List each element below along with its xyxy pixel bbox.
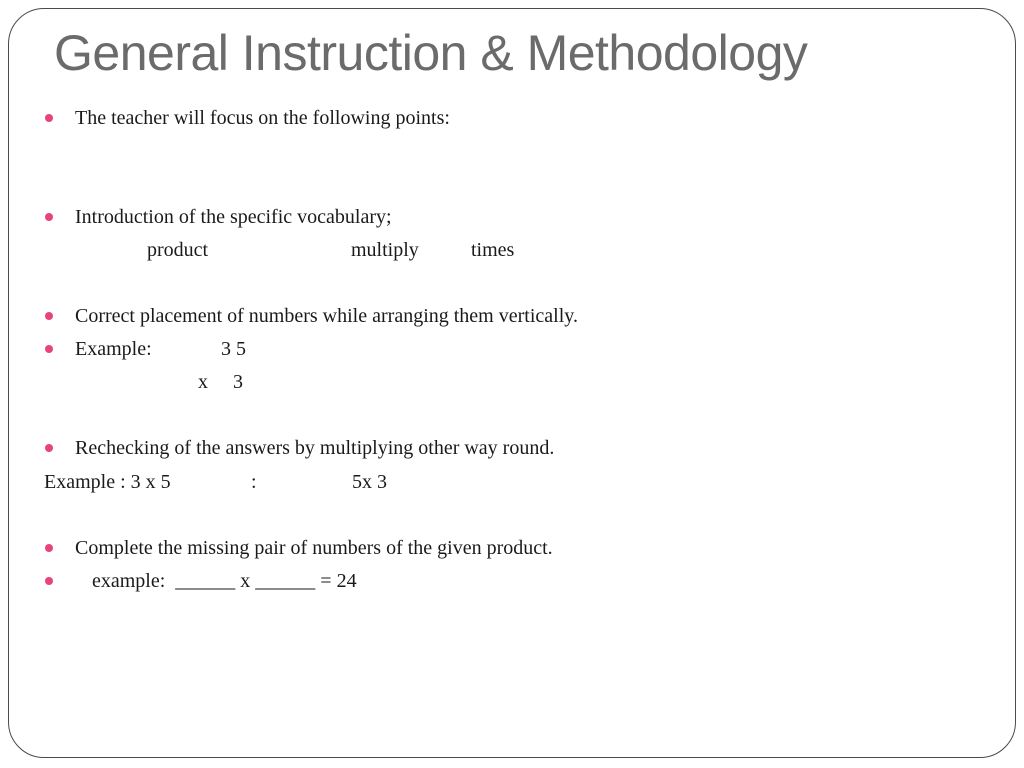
bullet-icon: [45, 544, 53, 552]
point-vocabulary: Introduction of the specific vocabulary;: [75, 206, 392, 228]
vocab-word-times: times: [471, 239, 515, 261]
vocab-word-multiply: multiply: [351, 239, 419, 261]
point-missing-pair: Complete the missing pair of numbers of the given product.: [75, 537, 553, 559]
point-focus: The teacher will focus on the following points:: [75, 107, 450, 129]
missing-pair-example: example: ______ x ______ = 24: [92, 570, 357, 592]
example-label: Example:: [75, 338, 152, 360]
point-recheck: Rechecking of the answers by multiplying other way round.: [75, 437, 555, 459]
point-placement: Correct placement of numbers while arranging them vertically.: [75, 305, 578, 327]
example-operator: x: [198, 371, 208, 393]
vocab-word-product: product: [147, 239, 209, 261]
example-bottom-number: 3: [233, 371, 243, 393]
bullet-icon: [45, 312, 53, 320]
slide-title: General Instruction & Methodology: [54, 25, 808, 81]
bullet-icon: [45, 213, 53, 221]
bullet-icon: [45, 444, 53, 452]
recheck-example-right: 5x 3: [352, 471, 387, 493]
example-top-number: 3 5: [221, 338, 246, 360]
bullet-icon: [45, 345, 53, 353]
recheck-example-left: Example : 3 x 5: [44, 471, 171, 493]
recheck-example-separator: :: [251, 471, 257, 493]
bullet-icon: [45, 577, 53, 585]
bullet-icon: [45, 114, 53, 122]
